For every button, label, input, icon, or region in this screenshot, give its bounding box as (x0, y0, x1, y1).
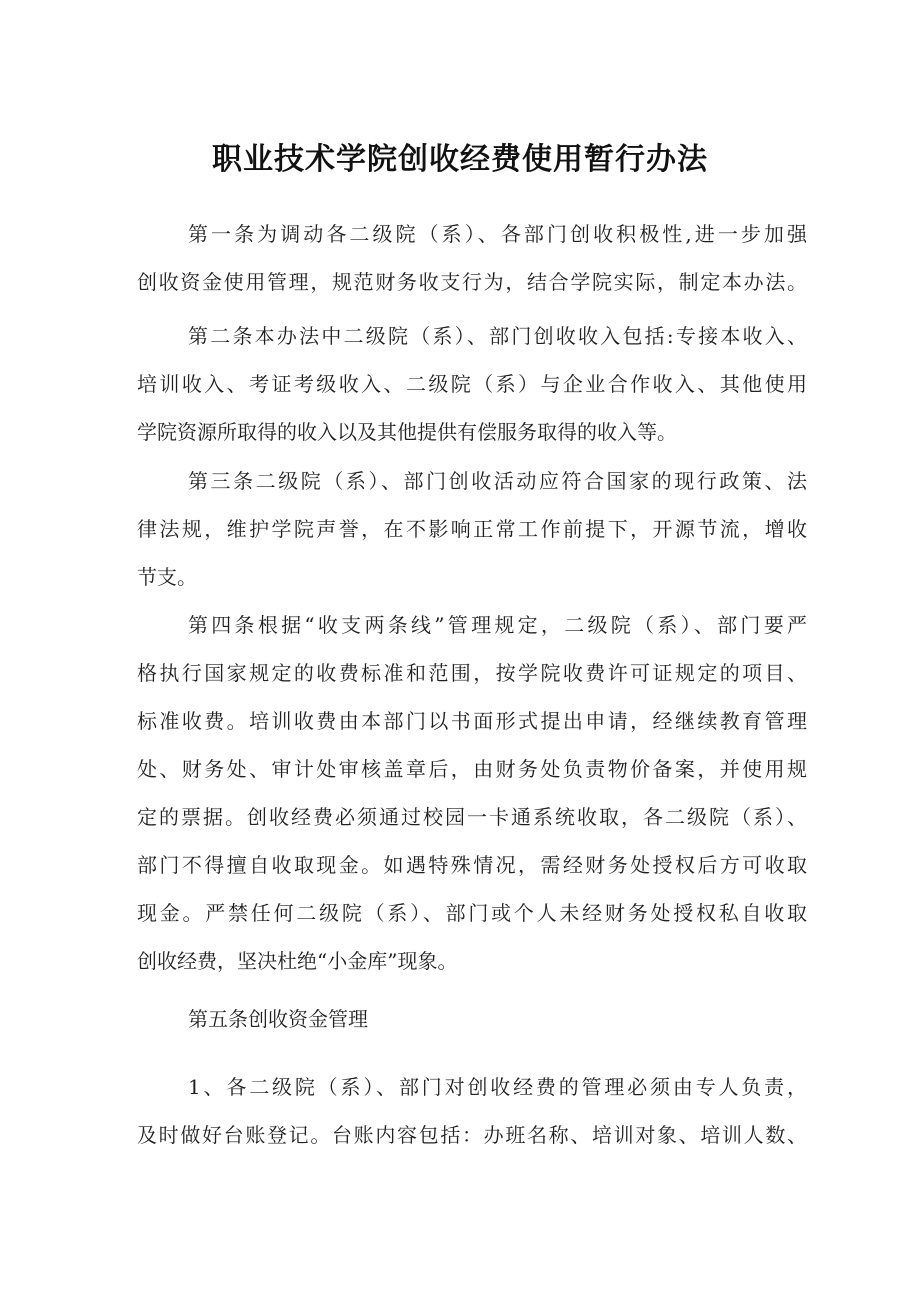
paragraph-line: 律法规，维护学院声誉，在不影响正常工作前提下，开源节流，增收 (137, 517, 807, 541)
paragraph-line: 格执行国家规定的收费标准和范围，按学院收费许可证规定的项目、 (137, 661, 807, 685)
paragraph-article-3 (137, 457, 807, 601)
paragraph-line: 培训收入、考证考级收入、二级院（系）与企业合作收入、其他使用 (137, 372, 807, 396)
paragraph-line: 创收经费，坚决杜绝“小金库”现象。 (137, 949, 458, 973)
paragraph-line: 第一条为调动各二级院（系）、各部门创收积极性,进一步加强 (188, 222, 807, 246)
paragraph-line: 及时做好台账登记。台账内容包括：办班名称、培训对象、培训人数、 (137, 1123, 807, 1147)
paragraph-line: 处、财务处、审计处审核盖章后，由财务处负责物价备案，并使用规 (137, 757, 807, 781)
paragraph-line: 1、各二级院（系）、部门对创收经费的管理必须由专人负责， (188, 1075, 807, 1099)
paragraph-line: 第五条创收资金管理 (188, 1007, 368, 1031)
paragraph-article-4 (137, 601, 807, 985)
paragraph-line: 第四条根据“收支两条线”管理规定，二级院（系）、部门要严 (188, 613, 807, 637)
paragraph-line: 部门不得擅自收取现金。如遇特殊情况，需经财务处授权后方可收取 (137, 853, 807, 877)
paragraph-item-1 (137, 1063, 807, 1159)
paragraph-article-1 (137, 210, 807, 306)
paragraph-line: 学院资源所取得的收入以及其他提供有偿服务取得的收入等。 (137, 420, 677, 444)
paragraph-line: 标准收费。培训收费由本部门以书面形式提出申请，经继续教育管理 (137, 709, 807, 733)
paragraph-line: 定的票据。创收经费必须通过校园一卡通系统收取，各二级院（系）、 (137, 805, 807, 829)
paragraph-line: 第三条二级院（系）、部门创收活动应符合国家的现行政策、法 (188, 469, 807, 493)
page-title: 职业技术学院创收经费使用暂行办法 (212, 142, 708, 177)
paragraph-line: 节支。 (137, 565, 197, 589)
paragraph-line: 第二条本办法中二级院（系）、部门创收收入包括:专接本收入、 (188, 324, 807, 348)
paragraph-article-5 (137, 995, 807, 1043)
paragraph-article-2 (137, 312, 807, 456)
paragraph-line: 现金。严禁任何二级院（系）、部门或个人未经财务处授权私自收取 (137, 901, 807, 925)
paragraph-line: 创收资金使用管理，规范财务收支行为，结合学院实际，制定本办法。 (137, 270, 807, 294)
